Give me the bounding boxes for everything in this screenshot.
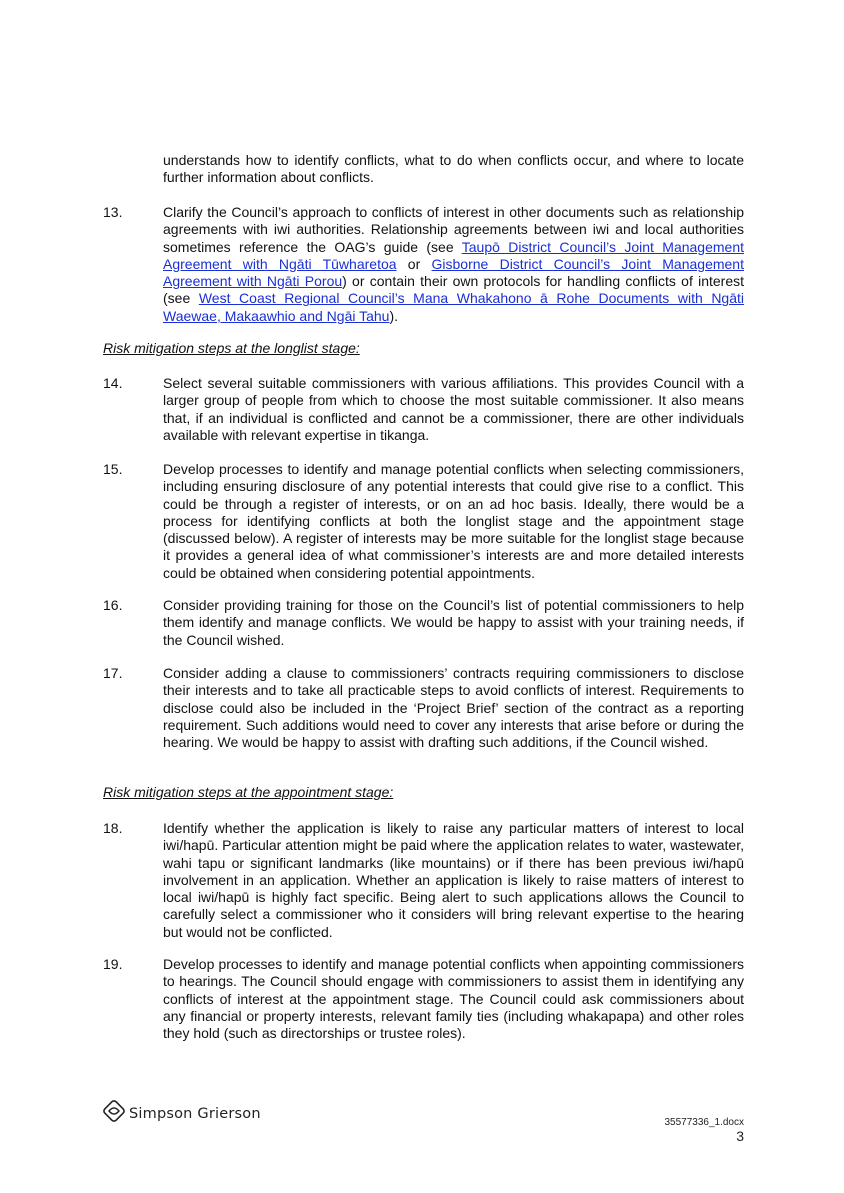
item-13-text-2: or bbox=[396, 255, 432, 272]
item-15-paragraph: Develop processes to identify and manage potential conflicts when selecting commissioners, including ensuring disclosure of any potential interests that could give rise to a conflict. This could be through a register of interests, or on an ad hoc basis. Ideally, there would be a process for identifying conflicts at both the longlist stage and the appointment stage (discussed below). A register of interests may be more suitable for the longlist stage because it provides a general idea of what commissioner’s interests are and more detailed interests could be obtained when considering potential appointments. bbox=[163, 461, 744, 581]
item-13-text-3: ) or contain their own protocols for handling conflicts of interest (see bbox=[163, 273, 744, 307]
simpson-grierson-logo-icon bbox=[103, 1100, 125, 1127]
item-13-number: 13. bbox=[103, 204, 123, 220]
item-13-paragraph bbox=[163, 204, 744, 325]
item-18-number: 18. bbox=[103, 820, 123, 836]
item-13-text-4: ). bbox=[389, 307, 399, 324]
item-15-number: 15. bbox=[103, 461, 123, 477]
longlist-stage-heading: Risk mitigation steps at the longlist stage: bbox=[103, 340, 360, 356]
item-18-paragraph: Identify whether the application is likely to raise any particular matters of interest to local iwi/hapū. Particular attention might be paid where the application relates to water, wastewater, wahi tapu or significant landmarks (like mountains) or if there has been previous iwi/hapū involvement in an application. Whether an application is likely to raise matters of interest to local iwi/hapū is highly fact specific. Being alert to such applications allows the Council to carefully select a commissioner who it considers will bring relevant expertise to the hearing but would not be conflicted. bbox=[163, 820, 744, 940]
item-13-text-1: Clarify the Council’s approach to conflicts of interest in other documents such as relationship agreements with iwi authorities. Relationship agreements between iwi and local authorities sometimes reference the OAG’s guide (see bbox=[163, 204, 744, 255]
footer-logo bbox=[103, 1100, 261, 1127]
page-number: 3 bbox=[736, 1128, 744, 1144]
continuation-paragraph: understands how to identify conflicts, what to do when conflicts occur, and where to locate further information about conflicts. bbox=[163, 152, 744, 186]
document-reference: 35577336_1.docx bbox=[664, 1117, 744, 1128]
item-16-paragraph: Consider providing training for those on the Council’s list of potential commissioners to help them identify and manage conflicts. We would be happy to assist with your training needs, if the Council wished. bbox=[163, 597, 744, 648]
gisborne-agreement-link[interactable]: Gisborne District Council’s Joint Management Agreement with Ngāti Porou bbox=[163, 255, 744, 290]
item-16-number: 16. bbox=[103, 597, 123, 613]
item-17-paragraph: Consider adding a clause to commissioners’ contracts requiring commissioners to disclose their interests and to take all practicable steps to avoid conflicts of interest. Requirements to disclose could also be included in the ‘Project Brief’ section of the contract as a reporting requirement. Such additions would need to cover any interests that arise before or during the hearing. We would be happy to assist with drafting such additions, if the Council wished. bbox=[163, 665, 744, 751]
item-19-paragraph: Develop processes to identify and manage potential conflicts when appointing commissioners to hearings. The Council should engage with commissioners to assist them in identifying any conflicts of interest at the appointment stage. The Council could ask commissioners about any financial or property interests, relevant family ties (including whakapapa) and other roles they hold (such as directorships or trustee roles). bbox=[163, 956, 744, 1042]
item-19-number: 19. bbox=[103, 956, 123, 972]
taupo-agreement-link[interactable]: Taupō District Council’s Joint Management Agreement with Ngāti Tūwharetoa bbox=[163, 238, 744, 272]
west-coast-documents-link[interactable]: West Coast Regional Council’s Mana Whakahono ā Rohe Documents with Ngāti Waewae, Makaawhio and Ngāi Tahu bbox=[163, 290, 745, 324]
item-14-number: 14. bbox=[103, 375, 123, 391]
item-17-number: 17. bbox=[103, 665, 123, 681]
item-14-paragraph: Select several suitable commissioners with various affiliations. This provides Council with a larger group of people from which to choose the most suitable commissioner. It also means that, if an individual is conflicted and cannot be a commissioner, there are other individuals available with relevant expertise in tikanga. bbox=[163, 375, 744, 443]
logo-text: Simpson Grierson bbox=[129, 1105, 261, 1122]
appointment-stage-heading: Risk mitigation steps at the appointment stage: bbox=[103, 784, 394, 800]
